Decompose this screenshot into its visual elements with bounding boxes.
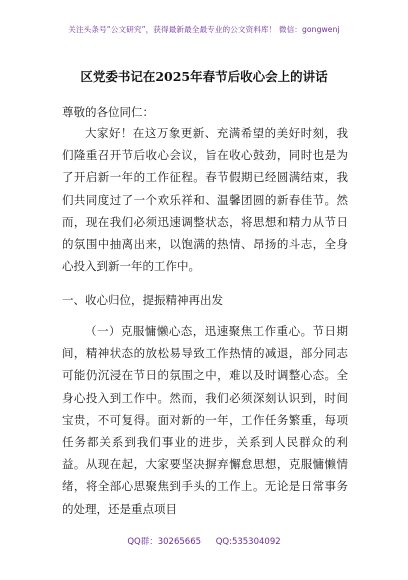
document-title: 区党委书记在2025年春节后收心会上的讲话 (80, 69, 328, 84)
footer-contact (0, 535, 408, 547)
paragraph-section-1: （一）克服慵懒心态，迅速聚焦工作重心。节日期间，精神状态的放松易导致工作热情的减退，部分同志可能仍沉浸在节日的氛围之中，难以及时调整心态。全身心投入到工作中。然而，我们必须深刻认识到，时间宝贵，不可复得。面对新的一年，工作任务繁重，每项任务都关系到我们事业的进步，关系到人民群众的利益。从现在起，大家要坚决摒弃懈怠思想，克服慵懒情绪，将全部心思聚焦到手头的工作上。无论是日常事务的处理，还是重点项目 (62, 324, 348, 516)
header-banner: 关注头条号“公文研究”，获得最新最全最专业的公文资料库！ 微信：gongwenj (68, 25, 340, 34)
salutation: 尊敬的各位同仁： (62, 105, 154, 119)
section-heading: 一、收心归位，提振精神再出发 (62, 293, 223, 307)
footer-qq: QQ:535304092 (215, 537, 281, 547)
paragraph-opening: 大家好！在这万象更新、充满希望的美好时刻，我们隆重召开节后收心会议，旨在收心鼓劲，同时也是为了开启新一年的工作征程。春节假期已经圆满结束，我们共同度过了一个欢乐祥和、温馨团圆的新春佳节。然而，现在我们必须迅速调整状态，将思想和精力从节日的氛围中抽离出来，以饱满的热情、昂扬的斗志，全身心投入到新一年的工作中。 (62, 126, 348, 274)
footer-qq-group: QQ群：30265665 (127, 537, 202, 547)
